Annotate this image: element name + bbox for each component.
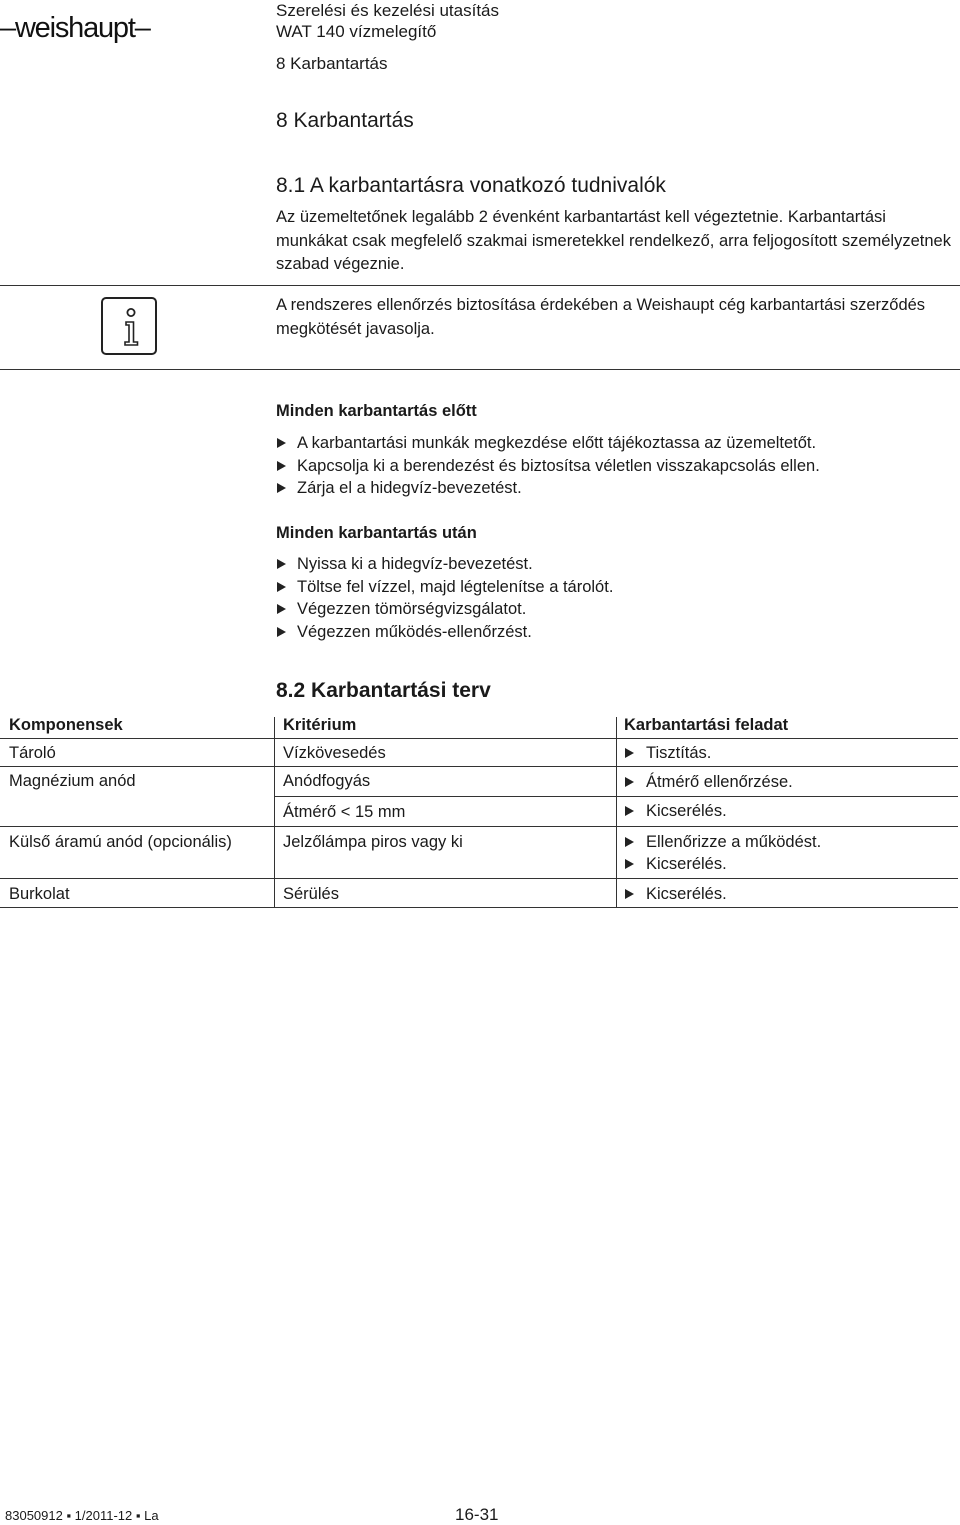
list-item: Töltse fel vízzel, majd légtelenítse a tárolót. <box>276 576 956 599</box>
task-cell: Ellenőrizze a működést. <box>624 831 821 853</box>
arrow-right-icon <box>277 438 286 448</box>
before-maintenance-steps <box>276 432 956 500</box>
criterion-cell: Jelzőlámpa piros vagy ki <box>283 833 463 851</box>
intro-paragraph: Az üzemeltetőnek legalább 2 évenként karbantartást kell végeztetnie. Karbantartási munkákat csak megfelelő szakmai ismeretekkel rendelkező, arra feljogosított személyzetnek szabad végeznie. <box>276 208 951 273</box>
before-maintenance-title: Minden karbantartás előtt <box>276 402 477 420</box>
arrow-right-icon <box>277 604 286 614</box>
arrow-right-icon <box>277 461 286 471</box>
after-maintenance-title: Minden karbantartás után <box>276 524 477 542</box>
arrow-right-icon <box>277 483 286 493</box>
list-item: Zárja el a hidegvíz-bevezetést. <box>276 477 956 500</box>
task-cell: Kicserélés. <box>624 800 727 822</box>
subsection-title: 8.1 A karbantartásra vonatkozó tudnivalók <box>276 174 666 197</box>
table-row <box>0 766 958 796</box>
table-row <box>0 796 958 826</box>
list-item: A karbantartási munkák megkezdése előtt tájékoztassa az üzemeltetőt. <box>276 432 956 455</box>
note-bottom-rule <box>0 369 960 370</box>
arrow-right-icon <box>625 837 634 847</box>
component-cell: Magnézium anód <box>9 772 136 790</box>
task-cell: Kicserélés. <box>624 883 727 905</box>
table-header-row <box>0 711 958 738</box>
task-cell: Kicserélés. <box>624 853 727 875</box>
list-item: Végezzen tömörségvizsgálatot. <box>276 598 956 621</box>
component-cell: Tároló <box>9 744 56 762</box>
criterion-cell: Sérülés <box>283 885 339 903</box>
criterion-cell: Átmérő < 15 mm <box>283 803 406 821</box>
criterion-cell: Vízkövesedés <box>283 744 386 762</box>
info-icon <box>101 297 157 355</box>
column-header: Karbantartási feladat <box>624 716 789 734</box>
list-item: Végezzen működés-ellenőrzést. <box>276 621 956 644</box>
component-cell: Burkolat <box>9 885 70 903</box>
criterion-cell: Anódfogyás <box>283 772 371 790</box>
product-name: WAT 140 vízmelegítő <box>276 22 437 41</box>
weishaupt-logo: –weishaupt– <box>0 12 150 44</box>
document-code: 83050912 ▪ 1/2011-12 ▪ La <box>5 1508 159 1523</box>
table-row <box>0 738 958 766</box>
task-cell: Tisztítás. <box>624 742 711 764</box>
task-cell: Átmérő ellenőrzése. <box>624 771 793 793</box>
table-row <box>0 878 958 907</box>
arrow-right-icon <box>625 859 634 869</box>
arrow-right-icon <box>625 748 634 758</box>
list-item: Nyissa ki a hidegvíz-bevezetést. <box>276 553 956 576</box>
arrow-right-icon <box>277 559 286 569</box>
page-number: 16-31 <box>455 1505 499 1524</box>
table-row <box>0 826 958 878</box>
maintenance-plan-table <box>0 711 958 907</box>
arrow-right-icon <box>625 806 634 816</box>
column-header: Kritérium <box>283 716 357 734</box>
note-text: A rendszeres ellenőrzés biztosítása érdekében a Weishaupt cég karbantartási szerződés megkötését javasolja. <box>276 296 926 338</box>
list-item: Kapcsolja ki a berendezést és biztosítsa véletlen visszakapcsolás ellen. <box>276 455 956 478</box>
arrow-right-icon <box>277 582 286 592</box>
arrow-right-icon <box>277 627 286 637</box>
column-header: Komponensek <box>9 716 123 734</box>
chapter-label: 8 Karbantartás <box>276 54 388 73</box>
after-maintenance-steps <box>276 553 956 643</box>
component-cell: Külső áramú anód (opcionális) <box>9 833 232 851</box>
plan-title: 8.2 Karbantartási terv <box>276 679 491 702</box>
arrow-right-icon <box>625 889 634 899</box>
section-title: 8 Karbantartás <box>276 109 414 132</box>
arrow-right-icon <box>625 777 634 787</box>
doc-title: Szerelési és kezelési utasítás <box>276 1 499 20</box>
note-top-rule <box>0 285 960 286</box>
